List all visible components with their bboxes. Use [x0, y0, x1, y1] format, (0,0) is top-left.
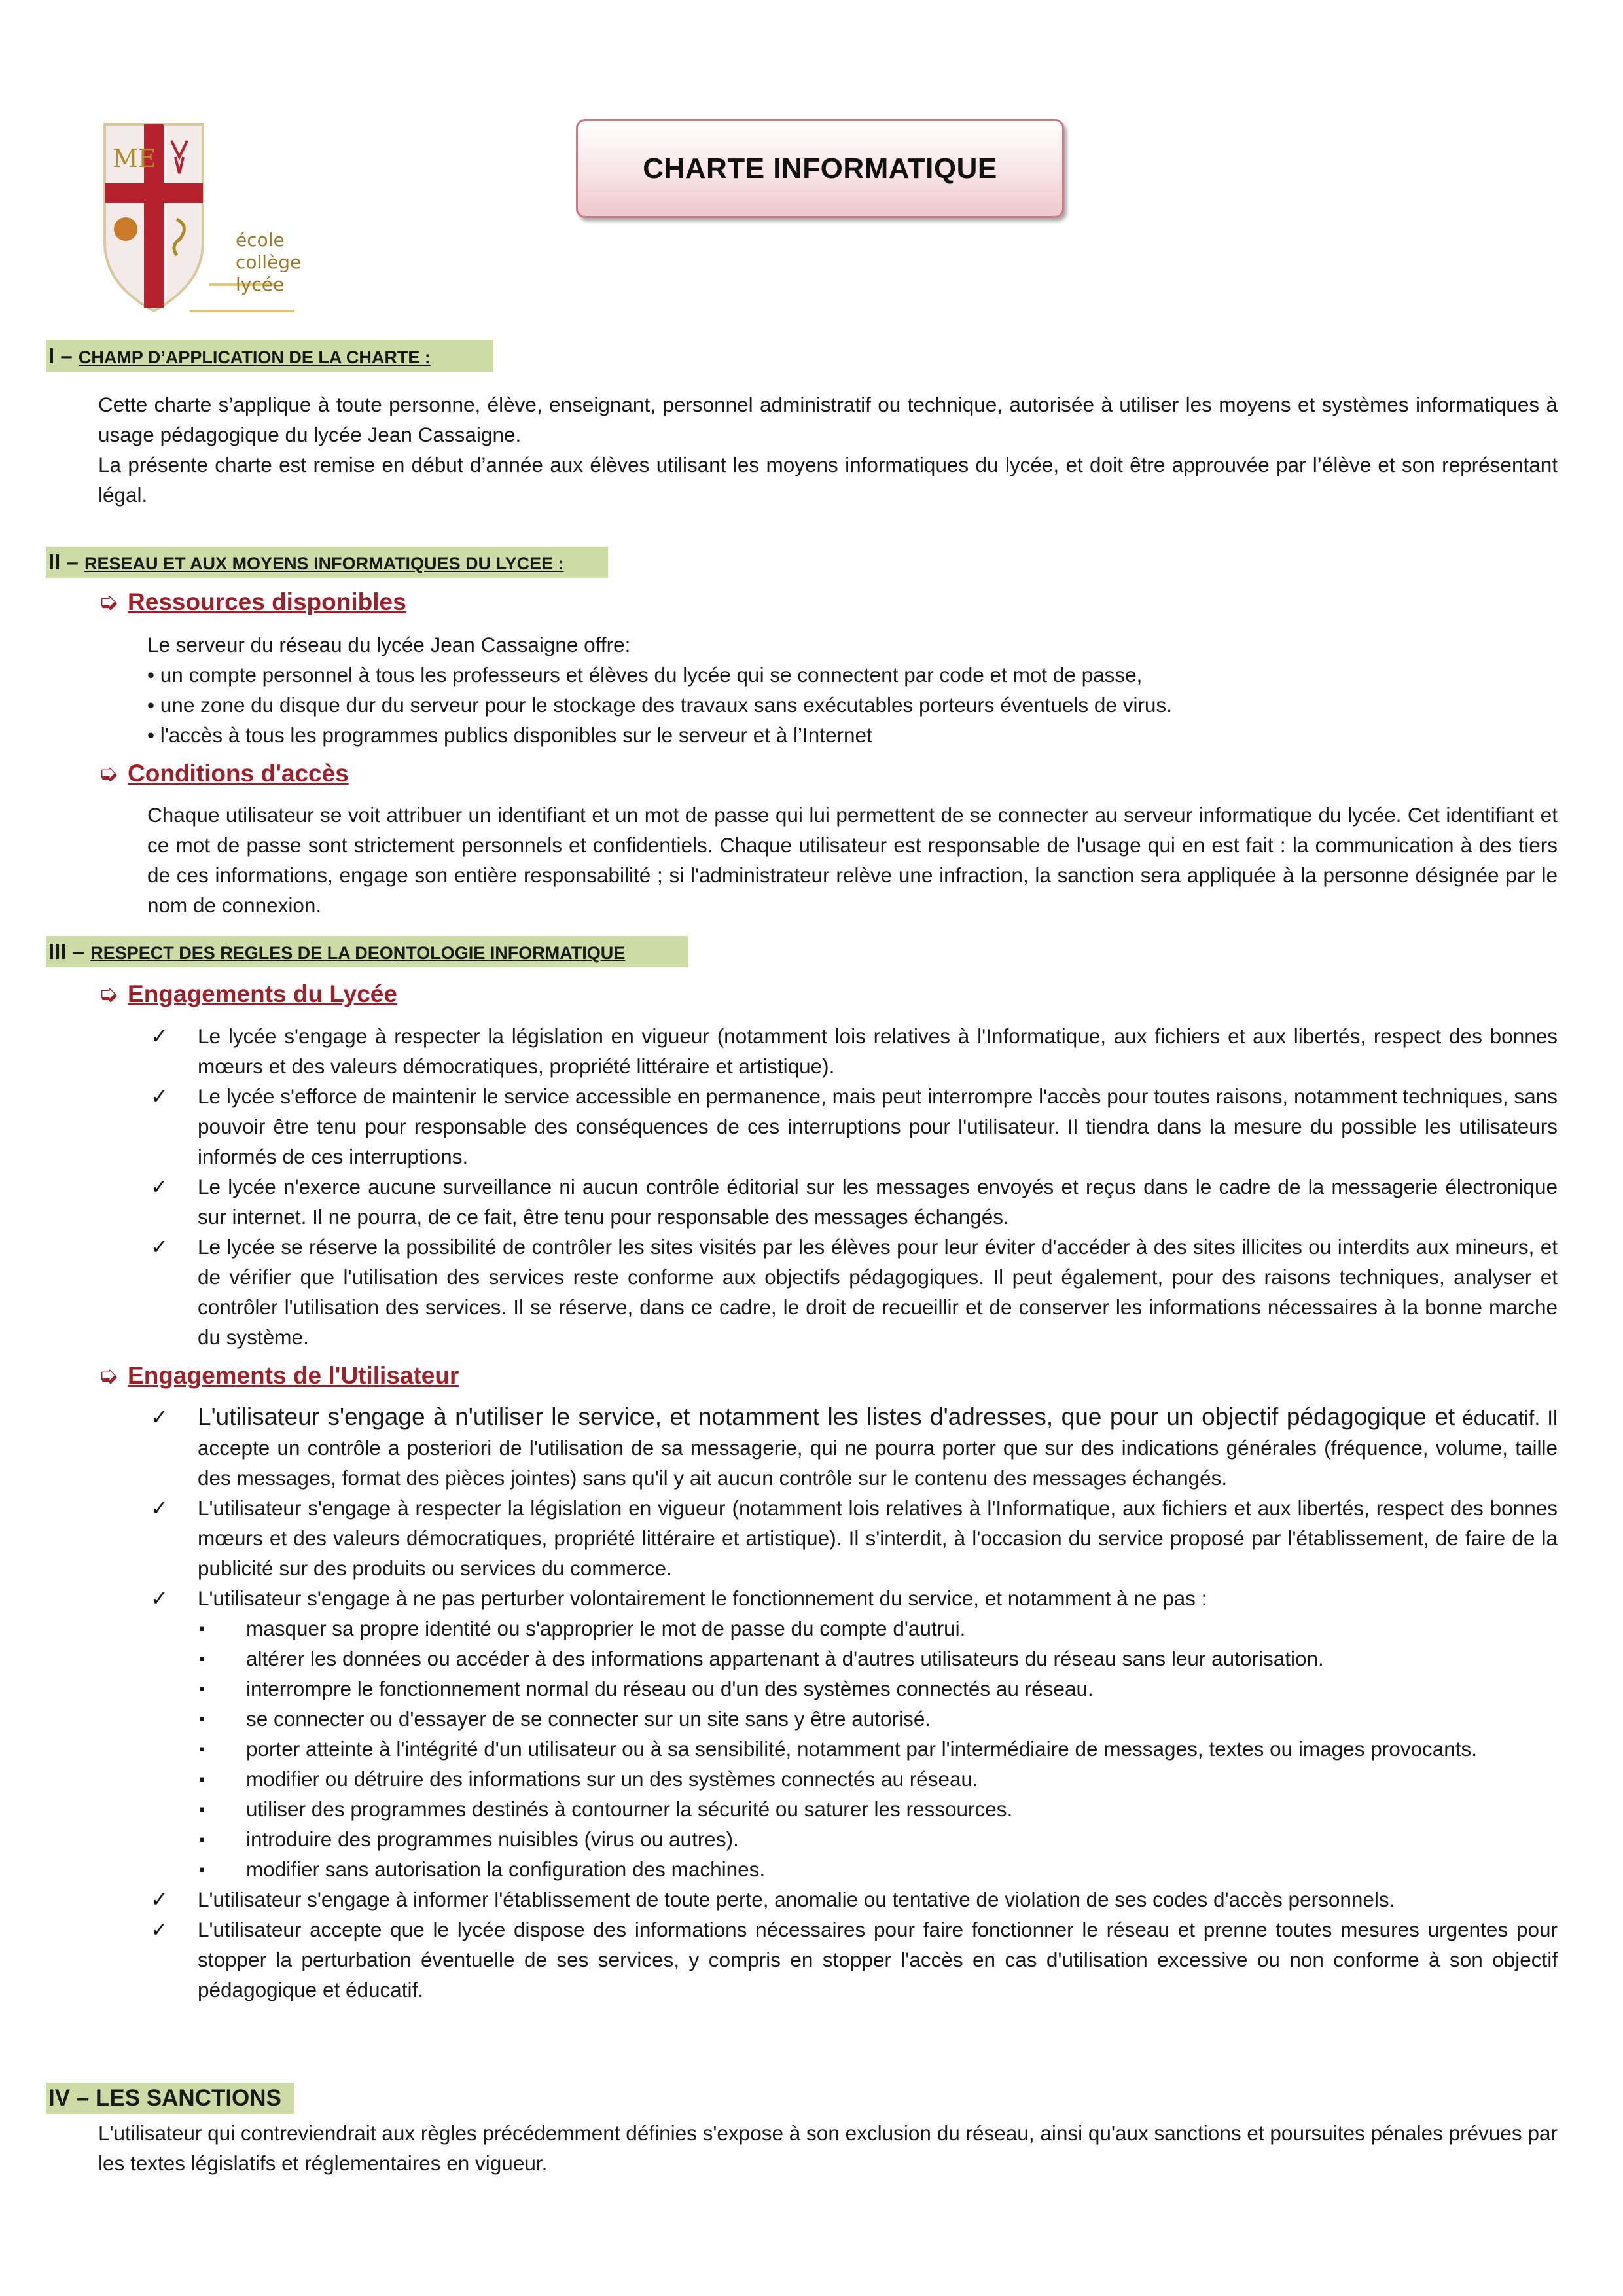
list-item-text: Le lycée s'efforce de maintenir le service accessible en permanence, mais peut interrompre l'accès pour toutes raisons, notamment techniques, sans pouvoir être tenu pour responsable des conséquences de ces interruptions pour l'utilisateur. Il tiendra dans la mesure du possible les utilisateurs informés de ces interruptions.	[198, 1085, 1558, 1168]
check-icon: ✓	[151, 1587, 168, 1610]
sub-list-item	[198, 1764, 1558, 1794]
sub-list-item-text: utiliser des programmes destinés à contourner la sécurité ou saturer les ressources.	[246, 1797, 1013, 1821]
bullet-icon: ▪	[199, 1619, 205, 1638]
bullet-icon: ▪	[199, 1679, 205, 1698]
bullet-icon: ▪	[199, 1739, 205, 1759]
sub-list-item	[198, 1674, 1558, 1704]
interdictions-list	[198, 1613, 1558, 1884]
bullet-icon: ▪	[199, 1799, 205, 1819]
arrow-icon: ➭	[98, 980, 119, 1007]
list-item-text: Le lycée se réserve la possibilité de contrôler les sites visités par les élèves pour leur éviter d'accéder à des sites illicites ou interdits aux mineurs, et de vérifier que l'utilisation des services reste conforme aux objectifs pédagogiques. Il peut également, pour des raisons techniques, analyser et contrôler l'utilisation des services. Il se réserve, dans ce cadre, le droit de recueillir et de conserver les informations nécessaires à la bonne marche du système.	[198, 1235, 1558, 1349]
list-item	[151, 1914, 1558, 2005]
subheading-conditions	[98, 759, 349, 787]
conditions-paragraph: Chaque utilisateur se voit attribuer un identifiant et un mot de passe qui lui permettent de se connecter au serveur informatique du lycée. Cet identifiant et ce mot de passe sont strictement personnels et confidentiels. Chaque utilisateur est responsable de l'usage qui en est fait : la communication à des tiers de ces informations, engage son entière responsabilité ; si l'administrateur relève une infraction, la sanction sera appliquée à la personne désignée par le nom de connexion.	[147, 803, 1558, 917]
sub-list-item-text: modifier sans autorisation la configuration des machines.	[246, 1857, 766, 1881]
school-crest-logo	[98, 121, 340, 317]
sub-list-item-text: interrompre le fonctionnement normal du réseau ou d'un des systèmes connectés au réseau.	[246, 1677, 1094, 1700]
sub-list-item-text: porter atteinte à l'intégrité d'un utilisateur ou à sa sensibilité, notamment par l'intermédiaire de messages, textes ou images provocants.	[246, 1737, 1478, 1761]
section-1-paragraph: La présente charte est remise en début d’année aux élèves utilisant les moyens informatiques du lycée, et doit être approuvée par l’élève et son représentant légal.	[98, 453, 1558, 507]
list-item	[151, 1081, 1558, 1172]
section-1-heading	[46, 340, 493, 372]
crest-icon	[98, 121, 340, 317]
list-item-text: L'utilisateur s'engage à informer l'établissement de toute perte, anomalie ou tentative de violation de ses codes d'accès personnels.	[198, 1888, 1395, 1911]
section-1-prefix: I –	[48, 344, 79, 368]
subheading-ressources	[98, 588, 406, 616]
check-icon: ✓	[151, 1888, 168, 1911]
sub-list-item	[198, 1613, 1558, 1643]
check-icon: ✓	[151, 1496, 168, 1520]
sub-list-item-text: altérer les données ou accéder à des informations appartenant à d'autres utilisateurs du réseau sans leur autorisation.	[246, 1647, 1324, 1670]
sub-list-item	[198, 1704, 1558, 1734]
list-item	[151, 1402, 1558, 1493]
sub-list-item	[198, 1854, 1558, 1884]
list-item	[151, 1232, 1558, 1352]
sub-list-item-text: masquer sa propre identité ou s'approprier le mot de passe du compte d'autrui.	[246, 1617, 966, 1640]
page-title: CHARTE INFORMATIQUE	[643, 152, 997, 185]
list-item-lead-text: L'utilisateur s'engage à n'utiliser le service, et notamment les listes d'adresses, que pour un objectif pédagogique et	[198, 1403, 1455, 1430]
bullet-icon: ▪	[199, 1709, 205, 1729]
sub-list-item-text: se connecter ou d'essayer de se connecter sur un site sans y être autorisé.	[246, 1707, 931, 1731]
sub-list-item	[198, 1794, 1558, 1824]
logo-line-ecole: école	[236, 229, 285, 251]
list-item-text: L'utilisateur s'engage à ne pas perturber volontairement le fonctionnement du service, et notamment à ne pas :	[198, 1587, 1207, 1610]
ressources-line: • un compte personnel à tous les professeurs et élèves du lycée qui se connectent par code et mot de passe,	[147, 663, 1143, 687]
bullet-icon: ▪	[199, 1769, 205, 1789]
list-item-text: éducatif. Il accepte un contrôle a posteriori de l'utilisation de sa messagerie, qui ne pourra porter que sur des indications générales (fréquence, volume, taille des messages, format des pièces jointes) sans qu'il y ait aucun contrôle sur le contenu des messages échangés.	[198, 1406, 1558, 1490]
arrow-icon: ➭	[98, 1362, 119, 1389]
bullet-icon: ▪	[199, 1859, 205, 1879]
logo-line-lycee: lycée	[236, 274, 285, 295]
ressources-line: Le serveur du réseau du lycée Jean Cassaigne offre:	[147, 633, 631, 656]
bullet-icon: ▪	[199, 1829, 205, 1849]
list-item	[151, 1021, 1558, 1081]
section-3-title: RESPECT DES REGLES DE LA DEONTOLOGIE INFORMATIQUE	[90, 943, 626, 963]
svg-text:ME: ME	[113, 144, 156, 173]
sub-list-item	[198, 1734, 1558, 1764]
section-4-title: IV – LES SANCTIONS	[48, 2085, 281, 2111]
check-icon: ✓	[151, 1405, 168, 1429]
subheading-engagements-lycee	[98, 980, 397, 1008]
sub-list-item	[198, 1643, 1558, 1674]
list-item	[151, 1493, 1558, 1583]
list-item-text: Le lycée n'exerce aucune surveillance ni aucun contrôle éditorial sur les messages envoyés et reçus dans le cadre de la messagerie électronique sur internet. Il ne pourra, de ce fait, être tenu pour responsable des messages échangés.	[198, 1175, 1558, 1229]
title-box	[576, 119, 1064, 218]
ressources-line: • l'accès à tous les programmes publics disponibles sur le serveur et à l’Internet	[147, 723, 872, 747]
sanctions-paragraph: L'utilisateur qui contreviendrait aux règles précédemment définies s'expose à son exclusion du réseau, ainsi qu'aux sanctions et poursuites pénales prévues par les textes législatifs et réglementaires en vigueur.	[98, 2121, 1558, 2175]
section-4-heading	[46, 2083, 294, 2114]
section-2-heading	[46, 547, 608, 578]
subheading-engagements-utilisateur	[98, 1361, 459, 1390]
section-2-title: RESEAU ET AUX MOYENS INFORMATIQUES DU LYCEE :	[84, 554, 564, 573]
section-3-heading	[46, 936, 688, 967]
arrow-icon: ➭	[98, 588, 119, 615]
check-icon: ✓	[151, 1175, 168, 1198]
conditions-text	[147, 800, 1558, 920]
section-1-text	[98, 389, 1558, 510]
subheading-label: Ressources disponibles	[128, 588, 406, 615]
section-1-paragraph: Cette charte s’applique à toute personne, élève, enseignant, personnel administratif ou technique, autorisée à utiliser les moyens et systèmes informatiques à usage pédagogique du lycée Jean Cassaigne.	[98, 393, 1558, 446]
subheading-label: Engagements de l'Utilisateur	[128, 1362, 459, 1389]
list-item	[151, 1583, 1558, 1884]
sub-list-item	[198, 1824, 1558, 1854]
logo-wordmark	[236, 229, 301, 296]
sub-list-item-text: modifier ou détruire des informations sur un des systèmes connectés au réseau.	[246, 1767, 978, 1791]
subheading-label: Conditions d'accès	[128, 760, 349, 787]
subheading-label: Engagements du Lycée	[128, 980, 397, 1007]
check-icon: ✓	[151, 1085, 168, 1108]
bullet-icon: ▪	[199, 1649, 205, 1668]
list-item-text: L'utilisateur s'engage à respecter la législation en vigueur (notamment lois relatives à l'Informatique, aux fichiers et aux libertés, respect des bonnes mœurs et des valeurs démocratiques, propriété littéraire et artistique). Il s'interdit, à l'occasion du service proposé par l'établissement, de faire de la publicité sur des produits ou services du commerce.	[198, 1496, 1558, 1580]
engagements-utilisateur-list	[151, 1402, 1558, 2005]
sub-list-item-text: introduire des programmes nuisibles (virus ou autres).	[246, 1827, 739, 1851]
ressources-line: • une zone du disque dur du serveur pour le stockage des travaux sans exécutables porteurs éventuels de virus.	[147, 693, 1172, 717]
engagements-lycee-list	[151, 1021, 1558, 1352]
section-1-title: CHAMP D’APPLICATION DE LA CHARTE :	[78, 348, 431, 367]
check-icon: ✓	[151, 1024, 168, 1048]
logo-line-college: collège	[236, 251, 302, 273]
sanctions-text	[98, 2118, 1558, 2178]
list-item	[151, 1884, 1558, 1914]
check-icon: ✓	[151, 1918, 168, 1941]
section-2-prefix: II –	[48, 550, 85, 574]
ressources-text	[147, 630, 1558, 750]
arrow-icon: ➭	[98, 760, 119, 787]
section-3-prefix: III –	[48, 939, 91, 963]
list-item-text: L'utilisateur accepte que le lycée dispose des informations nécessaires pour faire fonctionner le réseau et prenne toutes mesures urgentes pour stopper la perturbation éventuelle de ses services, y compris en stopper l'accès en cas d'utilisation excessive ou non conforme à son objectif pédagogique et éducatif.	[198, 1918, 1558, 2001]
list-item-text: Le lycée s'engage à respecter la législation en vigueur (notamment lois relatives à l'Informatique, aux fichiers et aux libertés, respect des bonnes mœurs et des valeurs démocratiques, propriété littéraire et artistique).	[198, 1024, 1558, 1078]
list-item	[151, 1172, 1558, 1232]
check-icon: ✓	[151, 1235, 168, 1259]
